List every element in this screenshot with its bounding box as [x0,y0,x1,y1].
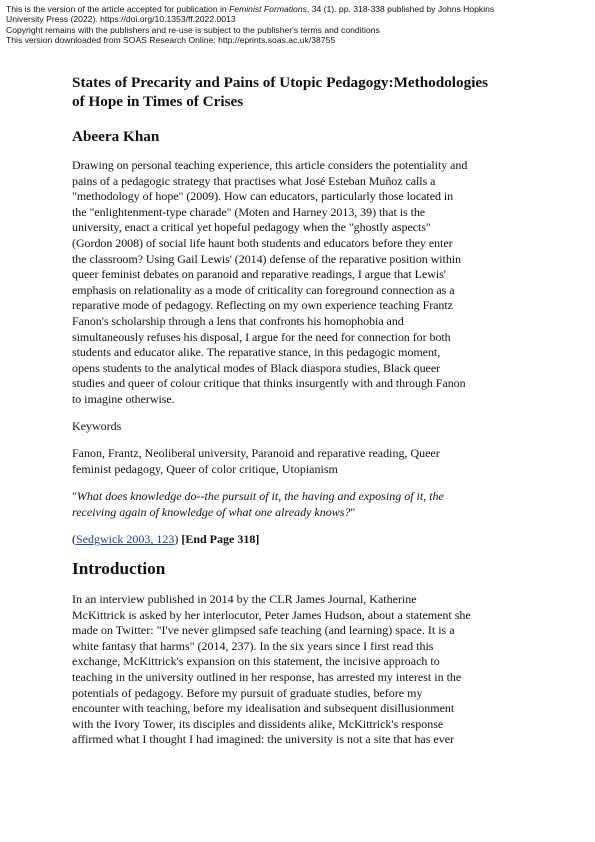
title-line: States of Precarity and Pains of Utopic Pedagogy:Methodologies [72,74,489,91]
notice-line-2: University Press (2022). https://doi.org/10.1353/ff.2022.0013 [6,14,236,25]
intro-line: with the Ivory Tower, its disciples and dissidents alike, McKittrick's response [72,716,444,731]
intro-line: potentials of pedagogy. Before my pursuit of graduate studies, before my [72,685,423,700]
notice-line-4: This version downloaded from SOAS Research Online: http://eprints.soas.ac.uk/38755 [6,35,336,46]
intro-line: affirmed what I thought I had imagined: the university is not a site that has ever [72,732,455,747]
notice-line-3: Copyright remains with the publishers and re-use is subject to the publisher's terms and conditions [6,24,380,35]
keywords-heading: Keywords [72,418,122,433]
abstract-line: "methodology of hope" (2009). How can educators, particularly those located in [72,189,454,204]
publication-notice [6,4,591,46]
intro-line: McKittrick is asked by her interlocutor, Peter James Hudson, about a statement she [72,607,471,622]
introduction-paragraph [72,592,532,748]
abstract-line: opens students to the analytical modes of Black diaspora studies, Black queer [72,360,441,375]
abstract-line: emphasis on relationality as a mode of criticality can foreground connection as a [72,282,455,297]
abstract-line: the "enlightenment-type charade" (Moten and Harney 2013, 39) that is the [72,204,426,219]
abstract-line: reparative mode of pedagogy. Reflecting on my own experience teaching Frantz [72,298,453,313]
citation-link[interactable]: Sedgwick 2003, 123 [76,532,175,547]
notice-line-1 [6,4,591,14]
epigraph-text-1: What does knowledge do--the pursuit of it, the having and exposing of it, the [76,489,444,504]
close-quote-mark: " [350,504,356,519]
open-quote-mark: " [72,489,77,504]
epigraph-text-2: receiving again of knowledge of what one already knows? [72,504,351,519]
abstract-line: simultaneously refuses his disposal, I argue for the need for connection for both [72,329,451,344]
intro-line: encounter with teaching, before my idealisation and subsequent disillusionment [72,701,455,716]
notice-line-1-text: This is the version of the article accepted for publication in [6,4,230,14]
author-name: Abeera Khan [72,128,160,145]
abstract-line: Fanon's scholarship through a lens that confronts his homophobia and [72,313,404,328]
intro-line: made on Twitter: "I've never glimpsed safe teaching (and learning) space. It is a [72,623,455,638]
journal-name: Feminist Formations [229,4,307,14]
article-title [72,73,532,111]
intro-line: exchange, McKittrick's expansion on this statement, the incisive approach to [72,654,440,669]
abstract-line: studies and queer of colour critique that thinks insurgently with and through Fanon [72,376,466,391]
abstract-line: the classroom? Using Gail Lewis' (2014) defense of the reparative position within [72,251,462,266]
abstract-line: pains of a pedagogic strategy that practises what José Esteban Muñoz calls a [72,173,436,188]
article-content [72,73,532,748]
abstract-line: students and educator alike. The reparative stance, in this pedagogic moment, [72,345,441,360]
section-heading-introduction: Introduction [72,559,166,579]
epigraph-line [72,505,532,521]
abstract-line: Drawing on personal teaching experience, this article considers the potentiality and [72,158,468,172]
notice-line-1-tail: , 34 (1). pp. 318-338 published by Johns Hopkins [306,4,495,14]
epigraph-citation [72,532,532,548]
keywords-line: Fanon, Frantz, Neoliberal university, Paranoid and reparative reading, Queer [72,446,440,461]
title-line: of Hope in Times of Crises [72,93,244,110]
page-marker: [End Page 318] [181,532,260,547]
intro-line: white fantasy that harms" (2014, 237). In the six years since I first read this [72,638,434,653]
abstract-line: university, enact a critical yet hopeful pedagogy when the "ghostly aspects" [72,220,431,235]
abstract-line: queer feminist debates on paranoid and reparative readings, I argue that Lewis' [72,267,446,282]
keywords-list [72,446,532,477]
citation-open-paren: ( [72,532,76,547]
intro-line: teaching in the university outlined in her response, has arrested my interest in the [72,670,462,685]
epigraph-line [72,489,532,505]
intro-line: In an interview published in 2014 by the CLR James Journal, Katherine [72,592,417,607]
abstract [72,158,532,408]
keywords-line: feminist pedagogy, Queer of color critique, Utopianism [72,461,338,476]
abstract-line: (Gordon 2008) of social life haunt both students and educators before they enter [72,235,453,250]
abstract-line: to imagine otherwise. [72,391,175,406]
epigraph-quote [72,489,532,520]
citation-close-paren: ) [174,532,182,547]
